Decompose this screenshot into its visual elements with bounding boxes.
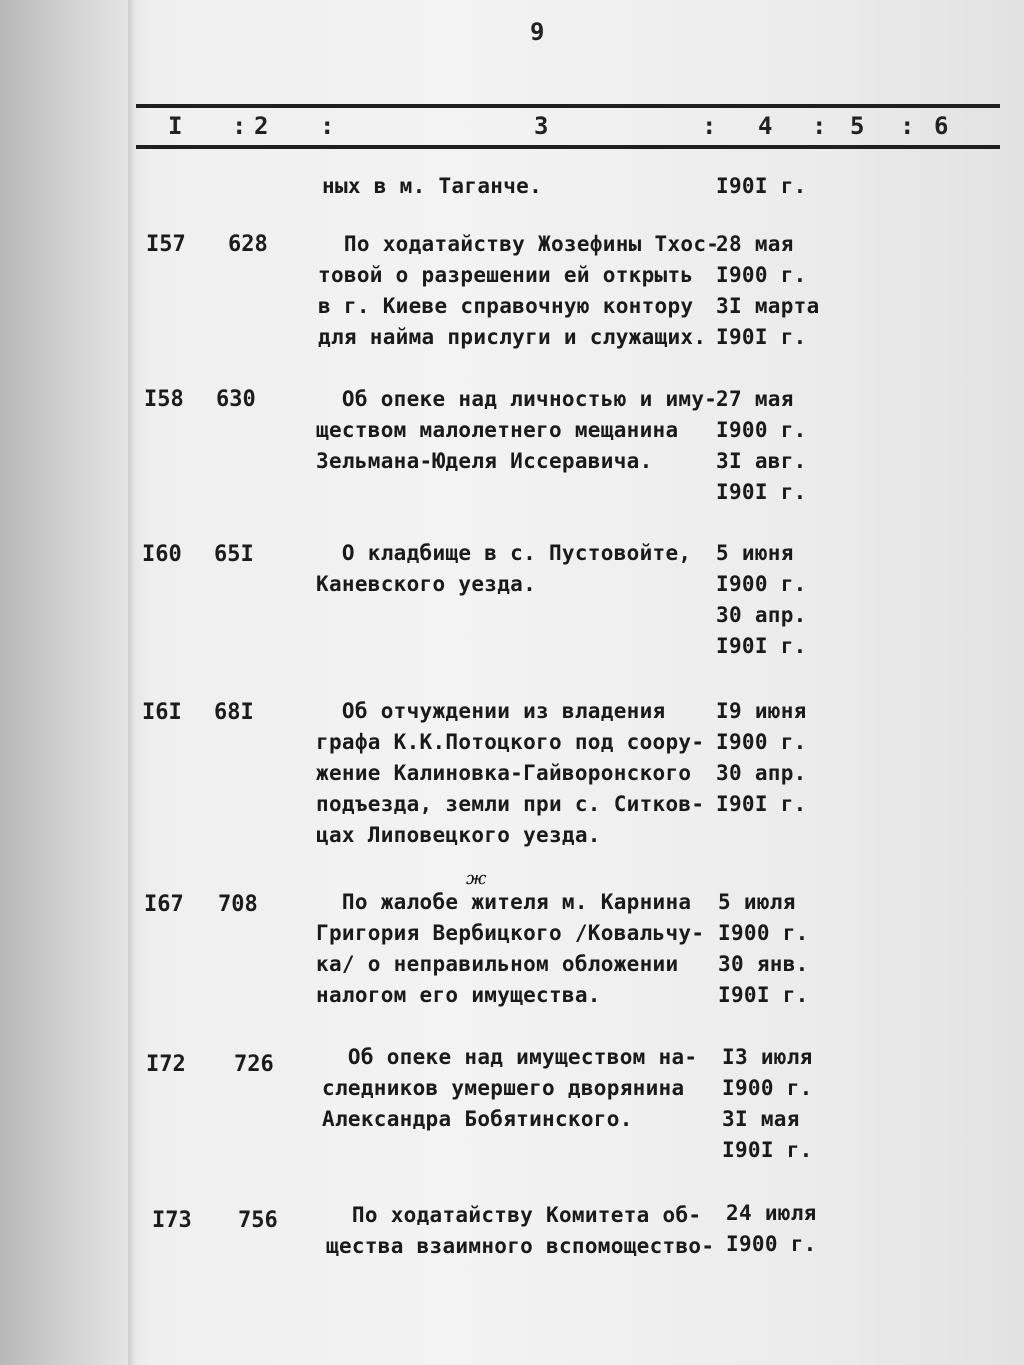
date-line: I90I г. [722, 1138, 813, 1162]
date-line: 5 июля [718, 890, 796, 914]
description-line: Зельмана-Юделя Иссеравича. [316, 449, 653, 473]
date-line: I900 г. [722, 1076, 813, 1100]
date-line: I900 г. [716, 730, 807, 754]
page-number: 9 [530, 18, 545, 46]
file-number: 628 [228, 232, 268, 257]
column-header-1: I [168, 112, 183, 140]
entry-number: I6I [142, 700, 182, 725]
handwritten-correction: ж [466, 868, 487, 889]
entry-number: I72 [146, 1052, 186, 1077]
date-line: 28 мая [716, 232, 794, 256]
description-line: Каневского уезда. [316, 572, 537, 596]
column-header-3: 3 [534, 112, 549, 140]
column-separator: : [702, 112, 717, 140]
description-line: ных в м. Таганче. [322, 174, 543, 198]
description-line: графа К.К.Потоцкого под соору- [316, 730, 705, 754]
description-line: подъезда, земли при с. Ситков- [316, 792, 705, 816]
description-line: ществом малолетнего мещанина [316, 418, 679, 442]
date-line: I3 июля [722, 1045, 813, 1069]
description-line: По ходатайству Комитета об- [326, 1203, 702, 1227]
date-line: 30 апр. [716, 761, 807, 785]
date-line: I9 июня [716, 699, 807, 723]
file-number: 68I [214, 700, 254, 725]
entry-number: I57 [146, 232, 186, 257]
entry-number: I73 [152, 1208, 192, 1233]
page-fold-shadow [128, 0, 136, 1365]
file-number: 708 [218, 892, 258, 917]
description-line: цах Липовецкого уезда. [316, 823, 601, 847]
date-line: I900 г. [716, 418, 807, 442]
entry-number: I58 [144, 387, 184, 412]
date-line: 3I марта [716, 294, 820, 318]
description-line: О кладбище в с. Пустовойте, [316, 541, 692, 565]
column-separator: : [320, 112, 335, 140]
description-line: следников умершего дворянина [322, 1076, 685, 1100]
description-line: Об отчуждении из владения [316, 699, 666, 723]
description-line: Григория Вербицкого /Ковальчу- [316, 921, 705, 945]
description-line: в г. Киеве справочную контору [318, 294, 694, 318]
column-header-2: 2 [254, 112, 269, 140]
file-number: 756 [238, 1208, 278, 1233]
date-line: I90I г. [716, 792, 807, 816]
column-header-5: 5 [850, 112, 865, 140]
description-line: налогом его имущества. [316, 983, 601, 1007]
description-line: По ходатайству Жозефины Тхос- [318, 232, 720, 256]
header-rule-top [136, 104, 1000, 108]
description-line: жение Калиновка-Гайворонского [316, 761, 692, 785]
description-line: товой о разрешении ей открыть [318, 263, 694, 287]
column-separator: : [232, 112, 247, 140]
date-line: I90I г. [716, 174, 807, 198]
description-line: Об опеке над личностью и иму- [316, 387, 718, 411]
date-line: I900 г. [726, 1232, 817, 1256]
header-rule-bottom [136, 145, 1000, 149]
description-line: Александра Бобятинского. [322, 1107, 633, 1131]
entry-number: I67 [144, 892, 184, 917]
file-number: 630 [216, 387, 256, 412]
date-line: I90I г. [716, 480, 807, 504]
description-line: ка/ о неправильном обложении [316, 952, 679, 976]
description-line: По жалобе жителя м. Карнина [316, 890, 692, 914]
date-line: I900 г. [718, 921, 809, 945]
column-header-6: 6 [934, 112, 949, 140]
date-line: 30 янв. [718, 952, 809, 976]
column-separator: : [900, 112, 915, 140]
description-line: Об опеке над имуществом на- [322, 1045, 698, 1069]
date-line: 27 мая [716, 387, 794, 411]
column-header-4: 4 [758, 112, 773, 140]
column-separator: : [812, 112, 827, 140]
entry-number: I60 [142, 542, 182, 567]
date-line: 3I мая [722, 1107, 800, 1131]
date-line: I900 г. [716, 572, 807, 596]
description-line: щества взаимного вспомощество- [326, 1234, 715, 1258]
date-line: 5 июня [716, 541, 794, 565]
date-line: 3I авг. [716, 449, 807, 473]
date-line: 24 июля [726, 1201, 817, 1225]
date-line: I900 г. [716, 263, 807, 287]
date-line: I90I г. [718, 983, 809, 1007]
file-number: 726 [234, 1052, 274, 1077]
date-line: I90I г. [716, 634, 807, 658]
date-line: 30 апр. [716, 603, 807, 627]
description-line: для найма прислуги и служащих. [318, 325, 707, 349]
file-number: 65I [214, 542, 254, 567]
date-line: I90I г. [716, 325, 807, 349]
